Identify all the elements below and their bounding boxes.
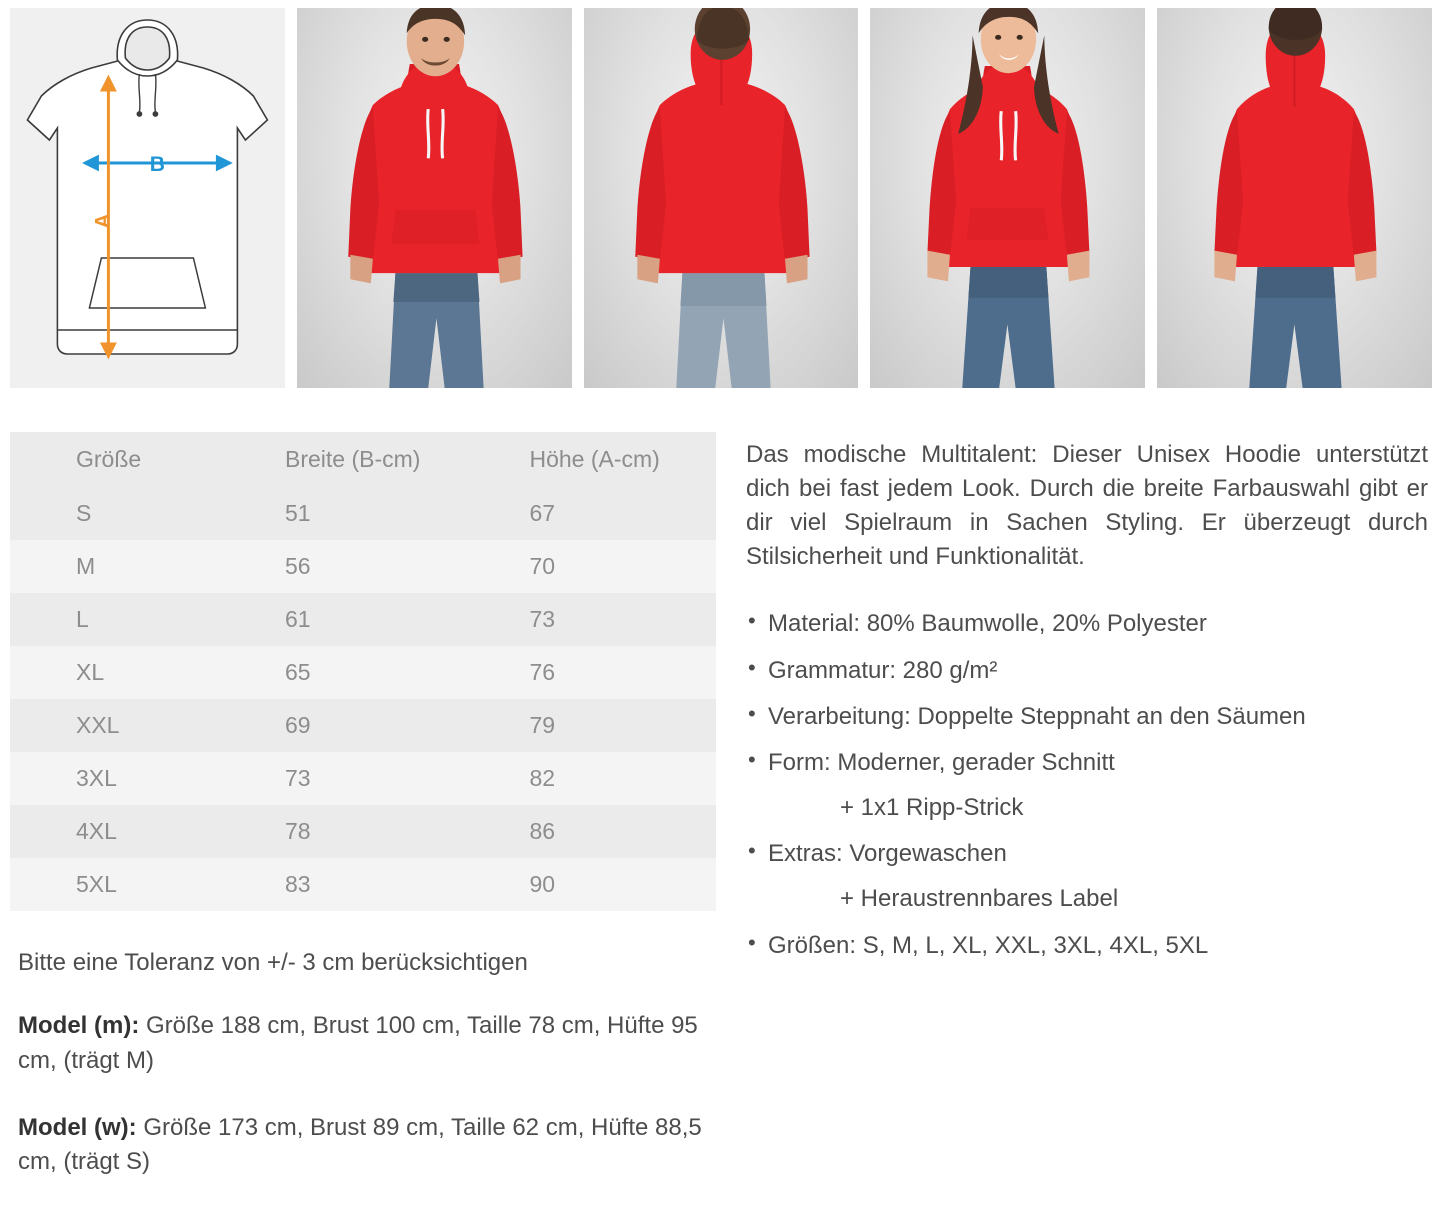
feature-text: Material: 80% Baumwolle, 20% Polyester — [768, 610, 1207, 638]
table-row — [10, 858, 716, 911]
product-image-gallery — [0, 0, 1442, 388]
model-male-text: Größe 188 cm, Brust 100 cm, Taille 78 cm, Hüfte 95 cm, (trägt M) — [18, 1012, 698, 1074]
table-row — [10, 540, 716, 593]
model-male-label: Model (m): — [18, 1012, 140, 1039]
photo-hoodie-male-front — [297, 8, 572, 388]
photo-hoodie-female-back — [1157, 8, 1432, 388]
list-item — [746, 747, 1432, 823]
width-label: B — [149, 153, 165, 176]
cell-height: 70 — [463, 540, 716, 593]
cell-width: 51 — [219, 487, 463, 540]
feature-text: Grammatur: 280 g/m² — [768, 656, 998, 684]
tolerance-note: Bitte eine Toleranz von +/- 3 cm berücksichtigen — [18, 949, 528, 976]
cell-size: XL — [10, 646, 219, 699]
cell-size: 3XL — [10, 752, 219, 805]
list-item — [746, 655, 1432, 686]
height-label: A — [91, 213, 115, 229]
cell-size: L — [10, 593, 219, 646]
cell-height: 76 — [463, 646, 716, 699]
table-header-size: Größe — [10, 432, 219, 487]
feature-text: Größen: S, M, L, XL, XXL, 3XL, 4XL, 5XL — [768, 931, 1209, 959]
cell-size: S — [10, 487, 219, 540]
list-item — [746, 930, 1432, 961]
model-female-text: Größe 173 cm, Brust 89 cm, Taille 62 cm, Hüfte 88,5 cm, (trägt S) — [18, 1113, 702, 1176]
cell-size: 5XL — [10, 858, 219, 911]
cell-height: 67 — [463, 487, 716, 540]
cell-width: 69 — [219, 699, 463, 752]
cell-width: 56 — [219, 540, 463, 593]
cell-size: 4XL — [10, 805, 219, 858]
feature-text: Form: Moderner, gerader Schnitt — [768, 748, 1115, 776]
cell-height: 90 — [463, 858, 716, 911]
photo-hoodie-female-front — [870, 8, 1145, 388]
list-item — [746, 701, 1432, 732]
feature-text: Verarbeitung: Doppelte Steppnaht an den Säumen — [768, 702, 1306, 730]
cell-width: 83 — [219, 858, 463, 911]
cell-height: 73 — [463, 593, 716, 646]
table-header-row — [10, 432, 716, 487]
list-item — [746, 838, 1432, 914]
cell-height: 86 — [463, 805, 716, 858]
cell-width: 61 — [219, 593, 463, 646]
table-row — [10, 487, 716, 540]
table-row — [10, 805, 716, 858]
cell-width: 65 — [219, 646, 463, 699]
table-row — [10, 752, 716, 805]
feature-list — [746, 608, 1432, 961]
size-table — [10, 432, 716, 911]
cell-width: 73 — [219, 752, 463, 805]
cell-height: 82 — [463, 752, 716, 805]
table-header-width: Breite (B-cm) — [219, 432, 463, 487]
feature-subtext: + 1x1 Ripp-Strick — [840, 794, 1024, 822]
technical-drawing — [10, 8, 285, 388]
product-description: Das modische Multitalent: Dieser Unisex Hoodie unterstützt dich bei fast jedem Look. Durch die breite Farbauswahl gibt er dir viel Spielraum in Sachen Styling. Er überzeugt durch Stilsicherheit und Funktionalität. — [746, 441, 1428, 571]
model-male-info — [18, 1009, 718, 1079]
photo-hoodie-male-back — [584, 8, 859, 388]
cell-size: XXL — [10, 699, 219, 752]
list-item — [746, 608, 1432, 639]
table-row — [10, 646, 716, 699]
table-row — [10, 699, 716, 752]
table-row — [10, 593, 716, 646]
model-female-info — [18, 1111, 718, 1181]
cell-width: 78 — [219, 805, 463, 858]
cell-size: M — [10, 540, 219, 593]
cell-height: 79 — [463, 699, 716, 752]
model-female-label: Model (w): — [18, 1113, 137, 1141]
feature-text: Extras: Vorgewaschen — [768, 840, 1007, 868]
table-header-height: Höhe (A-cm) — [463, 432, 716, 487]
feature-subtext: + Heraustrennbares Label — [840, 885, 1119, 913]
